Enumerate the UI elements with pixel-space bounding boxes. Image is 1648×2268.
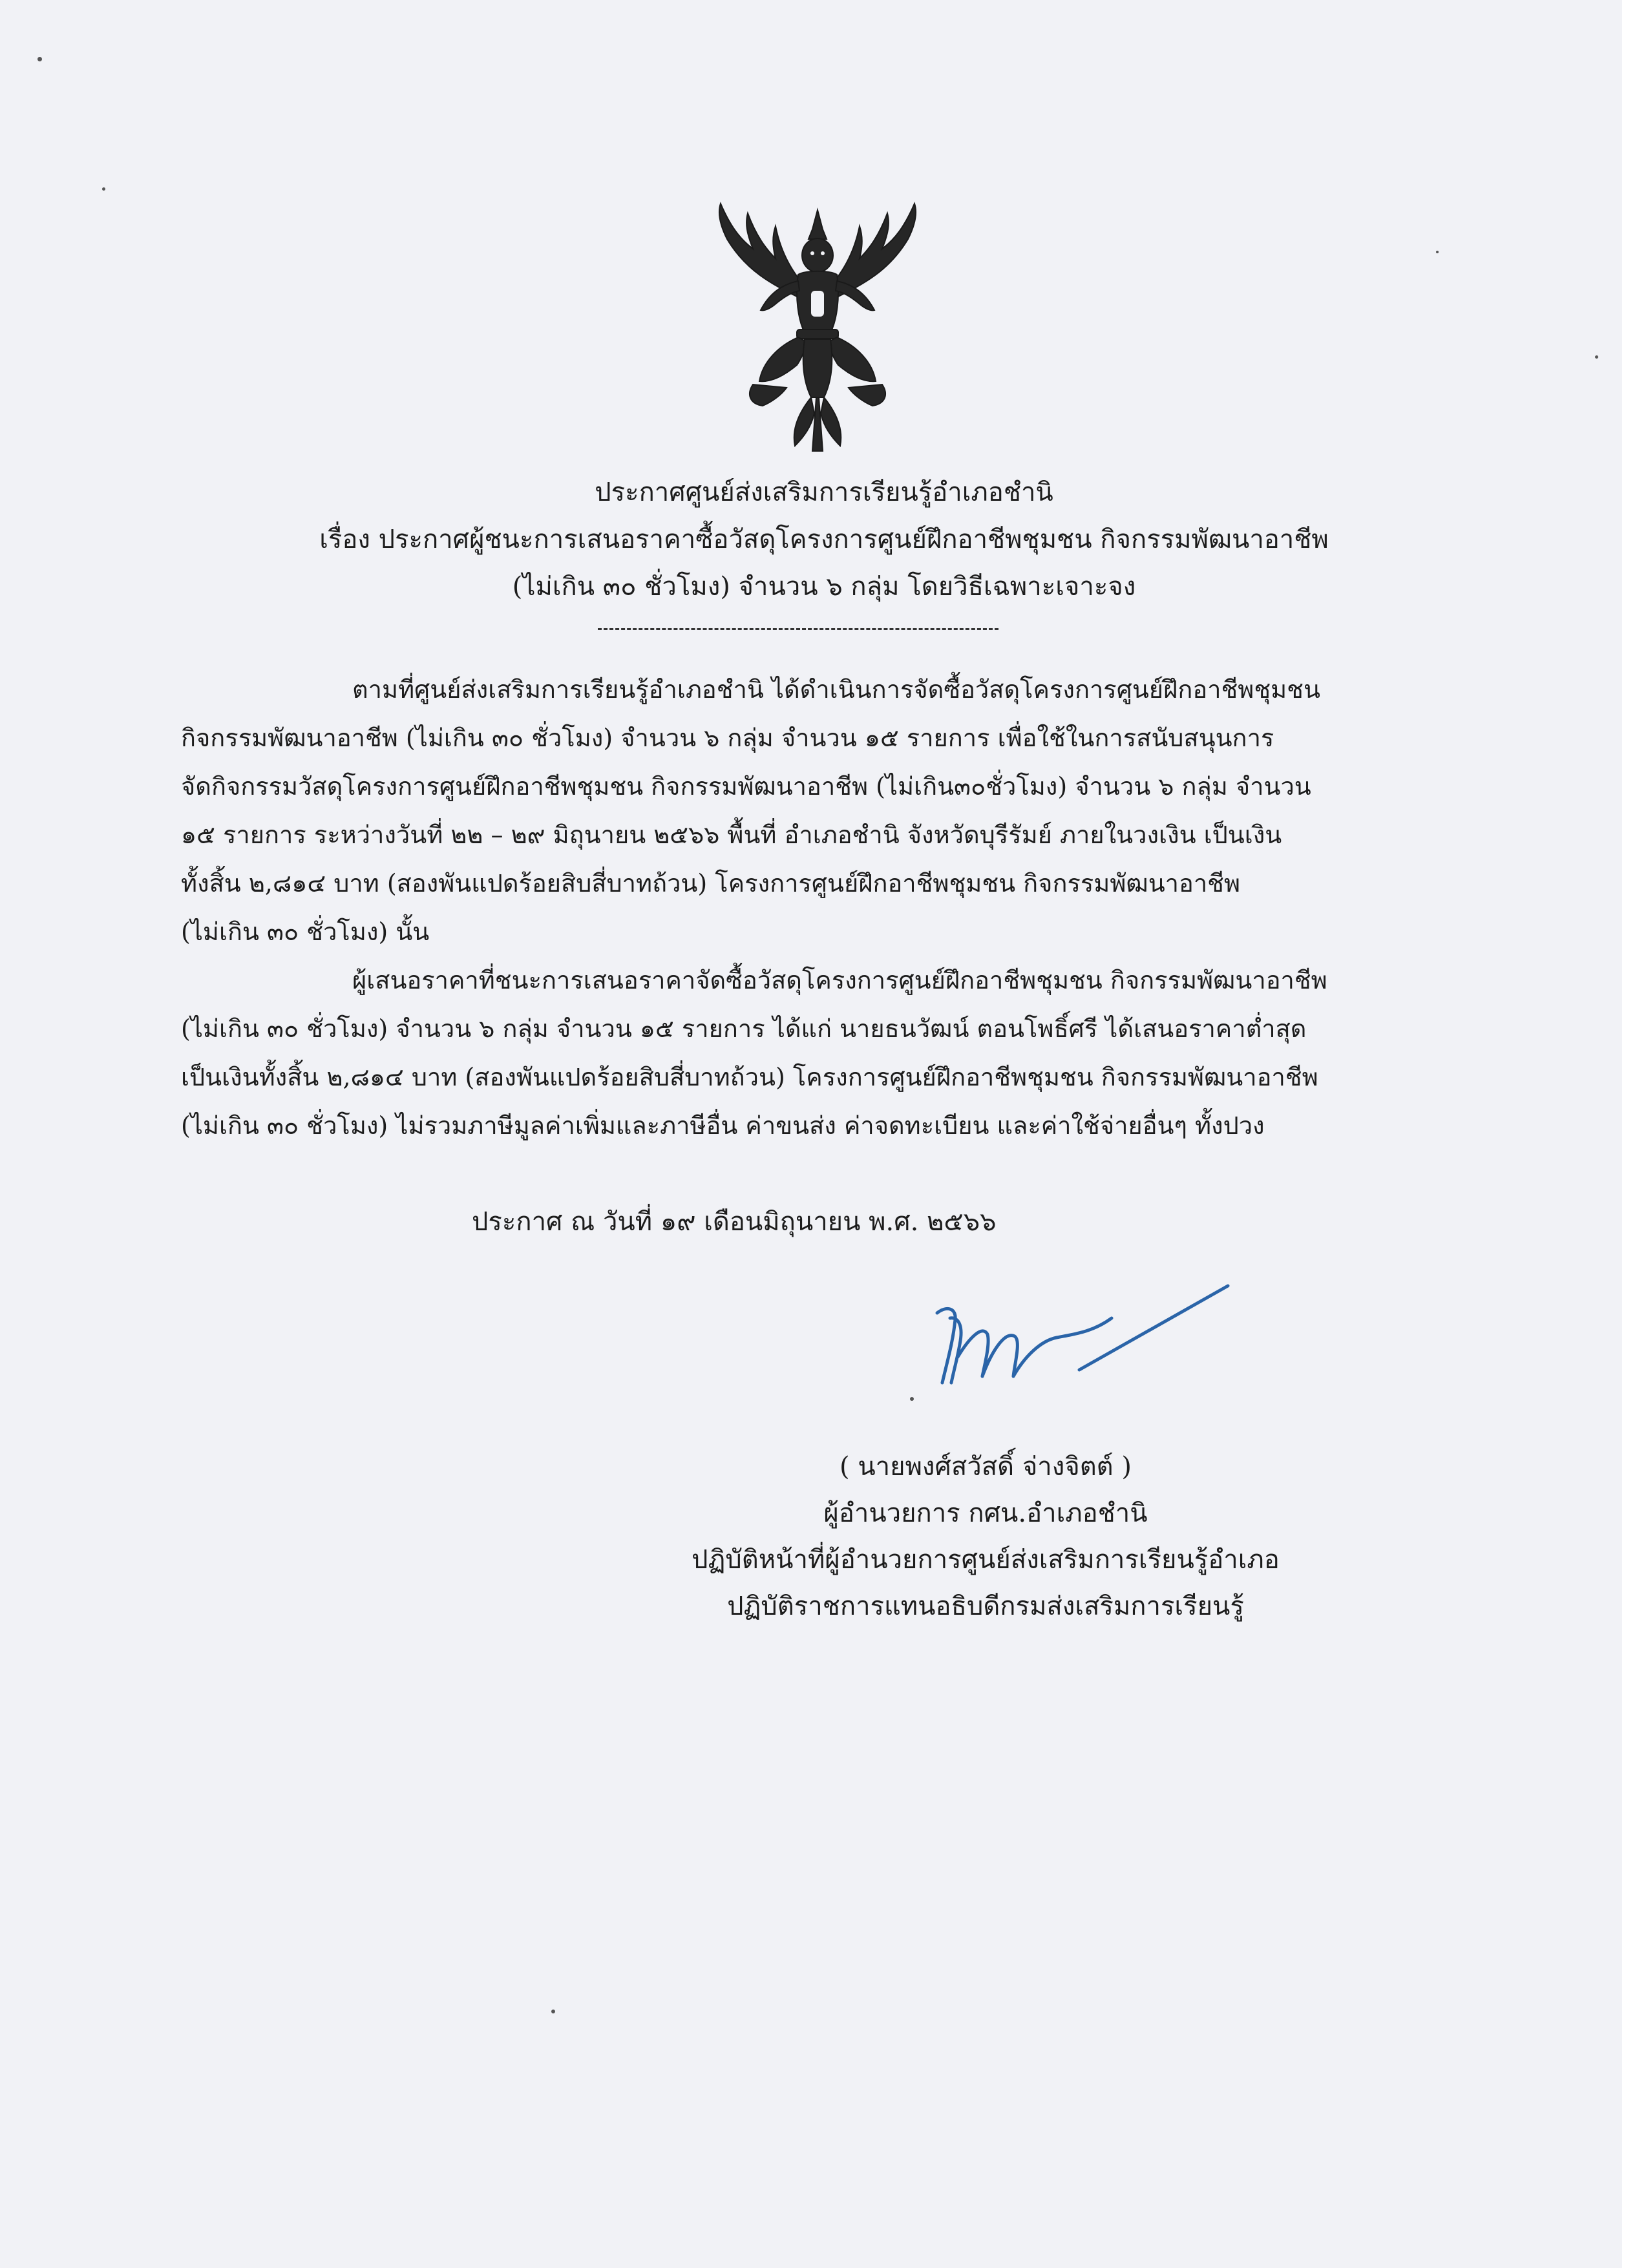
signatory-position-1: ผู้อำนวยการ กศน.อำเภอชำนิ [823,1498,1148,1528]
dashed-divider [598,628,998,630]
paragraph-1-line-4: ๑๕ รายการ ระหว่างวันที่ ๒๒ – ๒๙ มิถุนายน ๒๕๖๖ พื้นที่ อำเภอชำนิ จังหวัดบุรีรัมย์ ภายในวงเงิน เป็นเงิน [181,821,1282,849]
paragraph-1-line-6: (ไม่เกิน ๓๐ ชั่วโมง) นั้น [181,918,430,946]
signatory-block [679,1454,1293,1640]
garuda-emblem-icon [701,200,934,452]
signatory-position-2: ปฏิบัติหน้าที่ผู้อำนวยการศูนย์ส่งเสริมการเรียนรู้อำเภอ [692,1545,1280,1575]
scan-speck [37,57,42,61]
paragraph-2-line-4: (ไม่เกิน ๓๐ ชั่วโมง) ไม่รวมภาษีมูลค่าเพิ่มและภาษีอื่น ค่าขนส่ง ค่าจดทะเบียน และค่าใช้จ่ายอื่นๆ ทั้งปวง [181,1111,1265,1140]
announcement-org-line: ประกาศศูนย์ส่งเสริมการเรียนรู้อำเภอชำนิ [595,478,1053,507]
paragraph-2-line-2: (ไม่เกิน ๓๐ ชั่วโมง) จำนวน ๖ กลุ่ม จำนวน ๑๕ รายการ ได้แก่ นายธนวัฒน์ ตอนโพธิ์ศรี ได้เสนอราคาต่ำสุด [181,1014,1307,1043]
scan-speck [1436,251,1439,253]
paragraph-1-line-5: ทั้งสิ้น ๒,๘๑๔ บาท (สองพันแปดร้อยสิบสี่บาทถ้วน) โครงการศูนย์ฝึกอาชีพชุมชน กิจกรรมพัฒนาอาชีพ [181,869,1241,898]
paragraph-2-line-1: ผู้เสนอราคาที่ชนะการเสนอราคาจัดซื้อวัสดุโครงการศูนย์ฝึกอาชีพชุมชน กิจกรรมพัฒนาอาชีพ [352,966,1327,994]
scan-speck [102,187,105,191]
signatory-name: ( นายพงศ์สวัสดิ์ จ่างจิตต์ ) [840,1452,1132,1482]
paragraph-1-line-3: จัดกิจกรรมวัสดุโครงการศูนย์ฝึกอาชีพชุมชน กิจกรรมพัฒนาอาชีพ (ไม่เกิน๓๐ชั่วโมง) จำนวน ๖ กลุ่ม จำนวน [181,772,1311,801]
scan-edge [1622,0,1648,2268]
announcement-date: ประกาศ ณ วันที่ ๑๙ เดือนมิถุนายน พ.ศ. ๒๕๖๖ [472,1207,997,1237]
scan-speck [910,1397,914,1401]
handwritten-signature [918,1279,1247,1402]
paragraph-1-line-1: ตามที่ศูนย์ส่งเสริมการเรียนรู้อำเภอชำนิ ได้ดำเนินการจัดซื้อวัสดุโครงการศูนย์ฝึกอาชีพชุมชน [352,675,1320,704]
announcement-subject-line: เรื่อง ประกาศผู้ชนะการเสนอราคาซื้อวัสดุโครงการศูนย์ฝึกอาชีพชุมชน กิจกรรมพัฒนาอาชีพ [319,525,1329,554]
announcement-subject-line-2: (ไม่เกิน ๓๐ ชั่วโมง) จำนวน ๖ กลุ่ม โดยวิธีเฉพาะเจาะจง [512,572,1136,602]
signatory-position-3: ปฏิบัติราชการแทนอธิบดีกรมส่งเสริมการเรียนรู้ [727,1591,1244,1621]
scan-speck [1595,355,1598,359]
paragraph-1-line-2: กิจกรรมพัฒนาอาชีพ (ไม่เกิน ๓๐ ชั่วโมง) จำนวน ๖ กลุ่ม จำนวน ๑๕ รายการ เพื่อใช้ในการสนับสนุนการ [181,724,1274,752]
paragraph-2-line-3: เป็นเงินทั้งสิ้น ๒,๘๑๔ บาท (สองพันแปดร้อยสิบสี่บาทถ้วน) โครงการศูนย์ฝึกอาชีพชุมชน กิจกรรมพัฒนาอาชีพ [181,1063,1318,1091]
scan-speck [551,2010,555,2013]
